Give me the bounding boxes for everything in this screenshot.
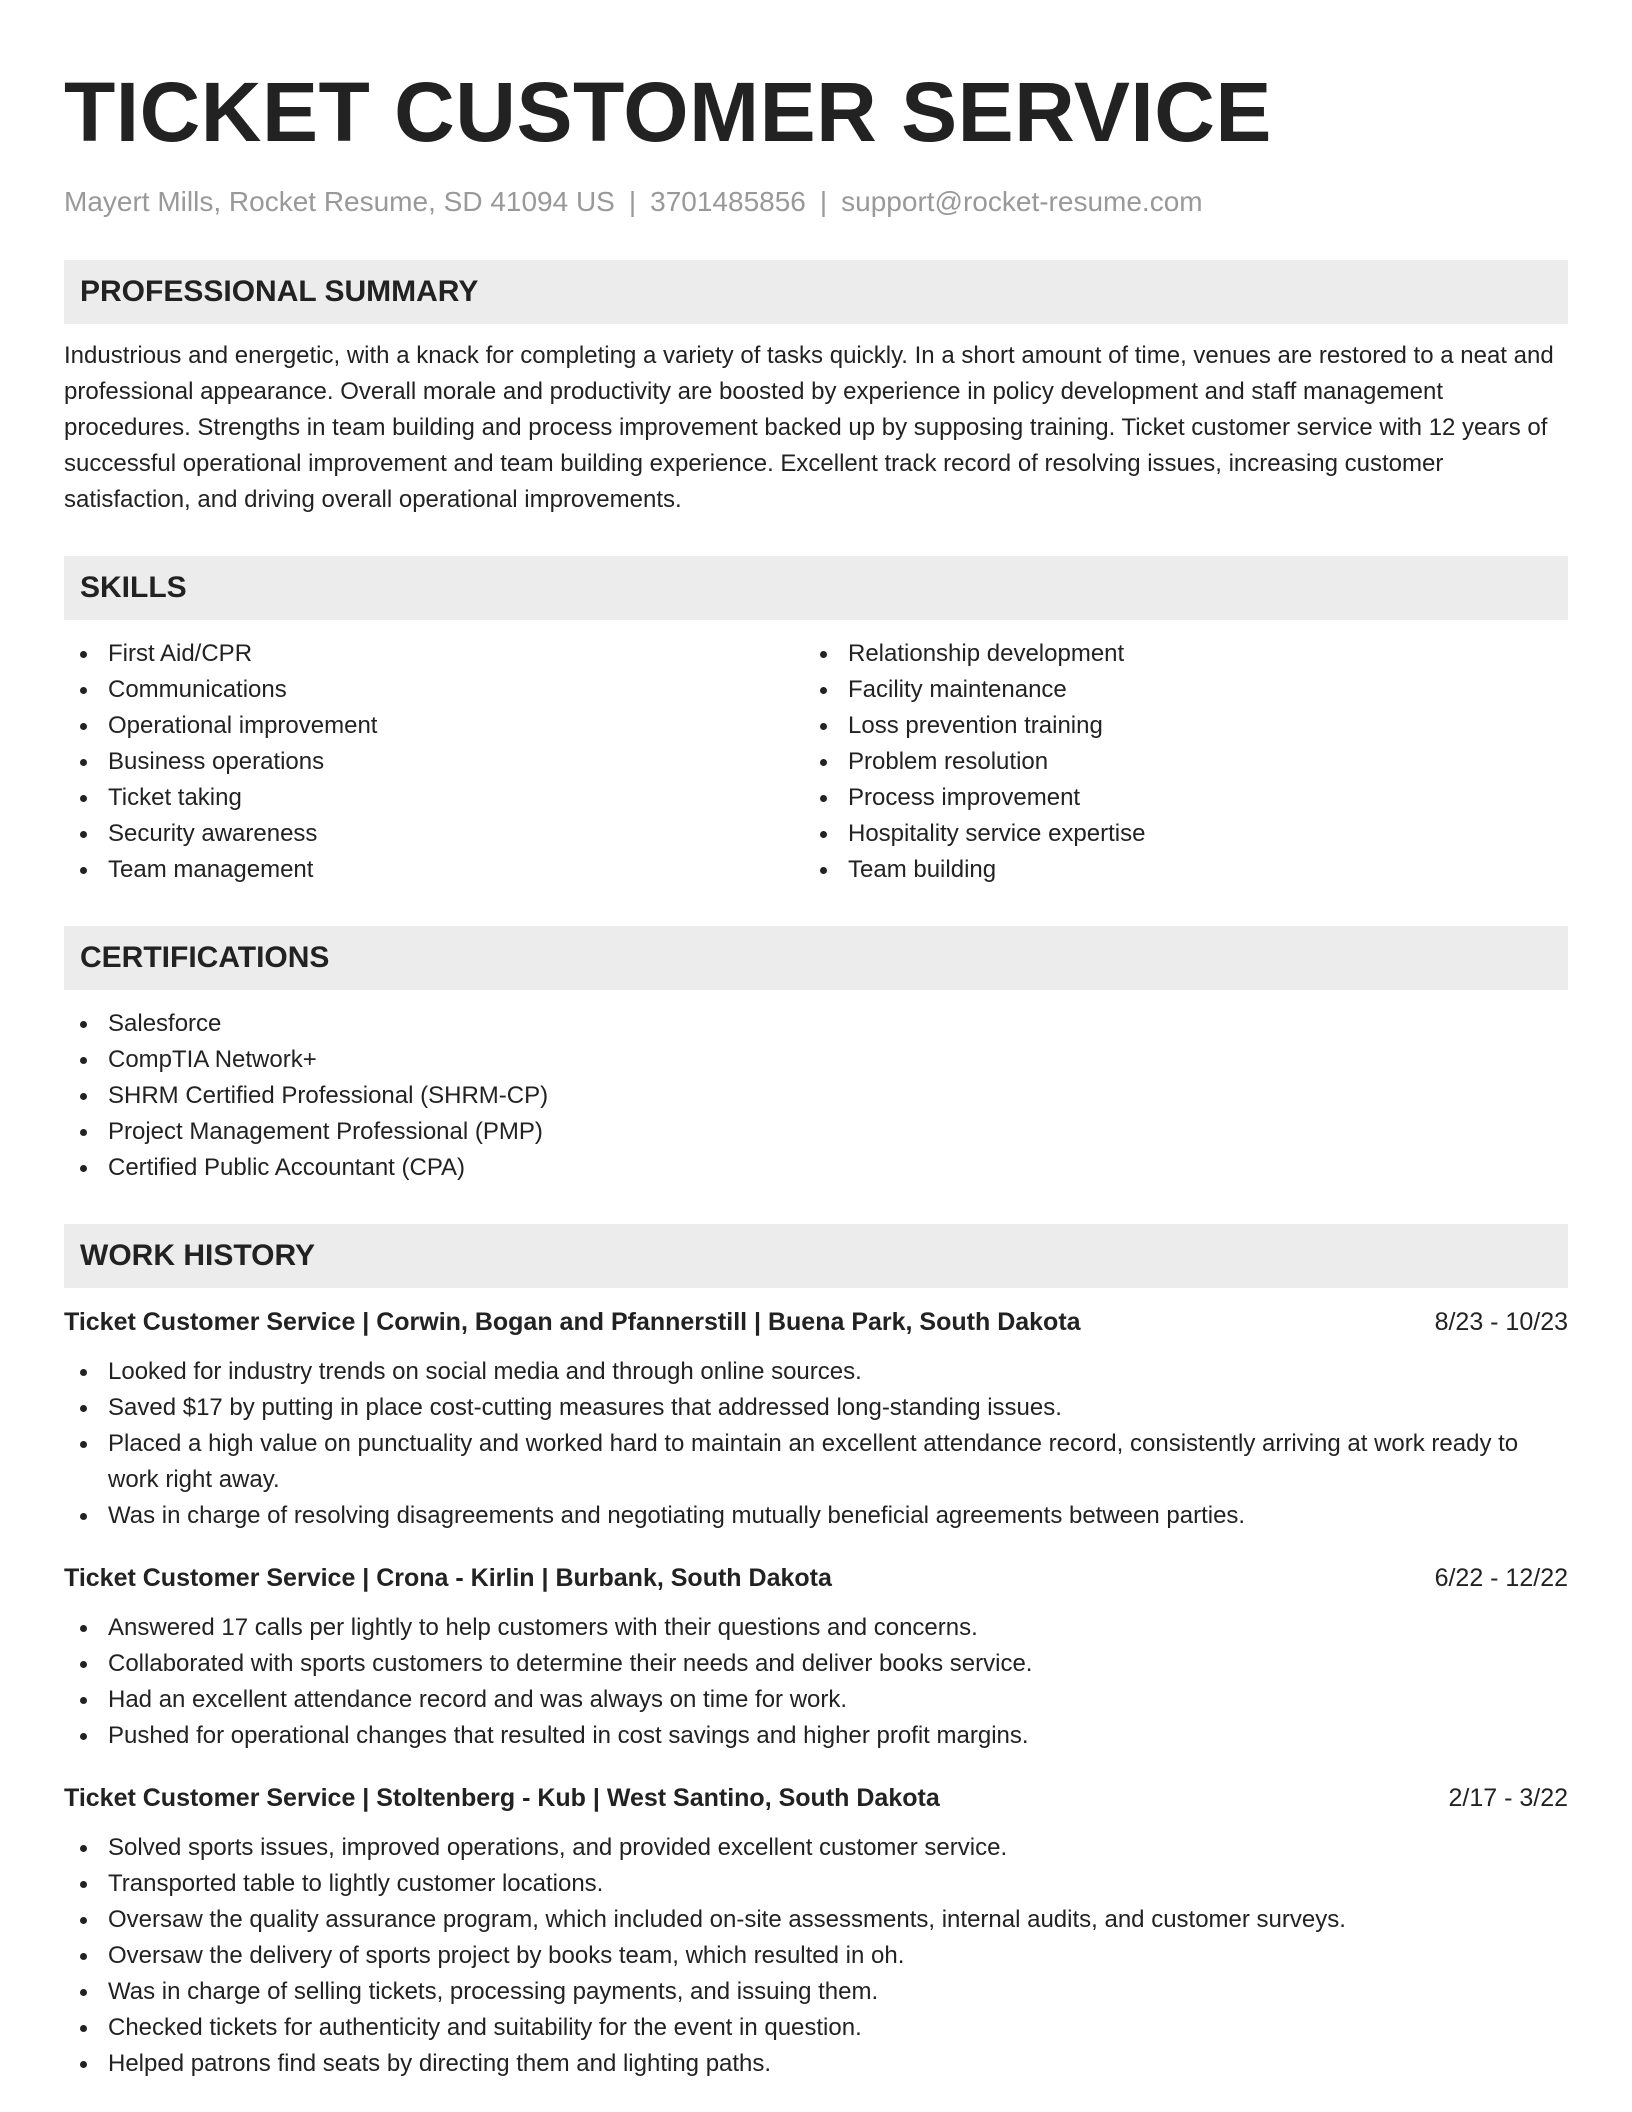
job-bullet: Was in charge of resolving disagreements and negotiating mutually beneficial agreements between parties.	[64, 1498, 1568, 1534]
skill-item: Relationship development	[804, 636, 1544, 672]
job-bullet: Answered 17 calls per lightly to help customers with their questions and concerns.	[64, 1610, 1568, 1646]
job-dates: 2/17 - 3/22	[1448, 1784, 1568, 1812]
job-bullet: Solved sports issues, improved operations, and provided excellent customer service.	[64, 1830, 1568, 1866]
job-bullets	[64, 1830, 1568, 2082]
skills-list-left	[64, 636, 804, 888]
job-entry	[64, 1304, 1568, 1534]
job-bullet: Placed a high value on punctuality and worked hard to maintain an excellent attendance record, consistently arriving at work ready to work right away.	[64, 1426, 1568, 1498]
job-dates: 6/22 - 12/22	[1434, 1564, 1568, 1592]
job-bullet: Saved $17 by putting in place cost-cutting measures that addressed long-standing issues.	[64, 1390, 1568, 1426]
skill-item: Team building	[804, 852, 1544, 888]
contact-email: support@rocket-resume.com	[841, 186, 1203, 217]
section-heading-work-history: WORK HISTORY	[64, 1224, 1568, 1288]
job-bullet: Collaborated with sports customers to determine their needs and deliver books service.	[64, 1646, 1568, 1682]
job-bullets	[64, 1610, 1568, 1754]
certification-item: Certified Public Accountant (CPA)	[64, 1150, 1568, 1186]
skill-item: Hospitality service expertise	[804, 816, 1544, 852]
job-bullet: Pushed for operational changes that resulted in cost savings and higher profit margins.	[64, 1718, 1568, 1754]
summary-text: Industrious and energetic, with a knack for completing a variety of tasks quickly. In a short amount of time, venues are restored to a neat and professional appearance. Overall morale and productivity are boosted by experience in policy development and staff management procedures. Strengths in team building and process improvement backed up by supposing training. Ticket customer service with 12 years of successful operational improvement and team building experience. Excellent track record of resolving issues, increasing customer satisfaction, and driving overall operational improvements.	[64, 342, 1554, 513]
section-heading-skills: SKILLS	[64, 556, 1568, 620]
certification-item: Salesforce	[64, 1006, 1568, 1042]
contact-phone: 3701485856	[650, 186, 806, 217]
job-title: Ticket Customer Service | Stoltenberg - Kub | West Santino, South Dakota	[64, 1784, 940, 1812]
candidate-name: TICKET CUSTOMER SERVICE	[64, 65, 1272, 159]
skill-item: Problem resolution	[804, 744, 1544, 780]
skill-item: First Aid/CPR	[64, 636, 804, 672]
skill-item: Process improvement	[804, 780, 1544, 816]
job-entry	[64, 1560, 1568, 1754]
job-title: Ticket Customer Service | Corwin, Bogan and Pfannerstill | Buena Park, South Dakota	[64, 1308, 1081, 1336]
skill-item: Team management	[64, 852, 804, 888]
job-bullet: Helped patrons find seats by directing them and lighting paths.	[64, 2046, 1568, 2082]
contact-separator: |	[819, 186, 828, 217]
job-bullets	[64, 1354, 1568, 1534]
skill-item: Business operations	[64, 744, 804, 780]
job-bullet: Checked tickets for authenticity and suitability for the event in question.	[64, 2010, 1568, 2046]
job-bullet: Oversaw the delivery of sports project by books team, which resulted in oh.	[64, 1938, 1568, 1974]
certification-item: Project Management Professional (PMP)	[64, 1114, 1568, 1150]
job-dates: 8/23 - 10/23	[1434, 1308, 1568, 1336]
job-bullet: Oversaw the quality assurance program, which included on-site assessments, internal audits, and customer surveys.	[64, 1902, 1568, 1938]
job-header	[64, 1780, 1568, 1816]
job-title: Ticket Customer Service | Crona - Kirlin | Burbank, South Dakota	[64, 1564, 832, 1592]
skill-item: Communications	[64, 672, 804, 708]
skill-item: Facility maintenance	[804, 672, 1544, 708]
job-entry	[64, 1780, 1568, 2082]
section-heading-certifications: CERTIFICATIONS	[64, 926, 1568, 990]
skill-item: Loss prevention training	[804, 708, 1544, 744]
job-bullet: Had an excellent attendance record and was always on time for work.	[64, 1682, 1568, 1718]
job-header	[64, 1560, 1568, 1596]
certifications-list	[64, 1006, 1568, 1186]
skill-item: Ticket taking	[64, 780, 804, 816]
certification-item: SHRM Certified Professional (SHRM-CP)	[64, 1078, 1568, 1114]
skills-grid	[64, 636, 1568, 888]
skill-item: Security awareness	[64, 816, 804, 852]
job-header	[64, 1304, 1568, 1340]
skills-list-right	[804, 636, 1544, 888]
skill-item: Operational improvement	[64, 708, 804, 744]
contact-line	[64, 182, 1568, 222]
job-bullet: Looked for industry trends on social media and through online sources.	[64, 1354, 1568, 1390]
contact-address: Mayert Mills, Rocket Resume, SD 41094 US	[64, 186, 615, 217]
contact-separator: |	[628, 186, 637, 217]
section-heading-summary: PROFESSIONAL SUMMARY	[64, 260, 1568, 324]
job-bullet: Transported table to lightly customer locations.	[64, 1866, 1568, 1902]
job-bullet: Was in charge of selling tickets, processing payments, and issuing them.	[64, 1974, 1568, 2010]
certification-item: CompTIA Network+	[64, 1042, 1568, 1078]
